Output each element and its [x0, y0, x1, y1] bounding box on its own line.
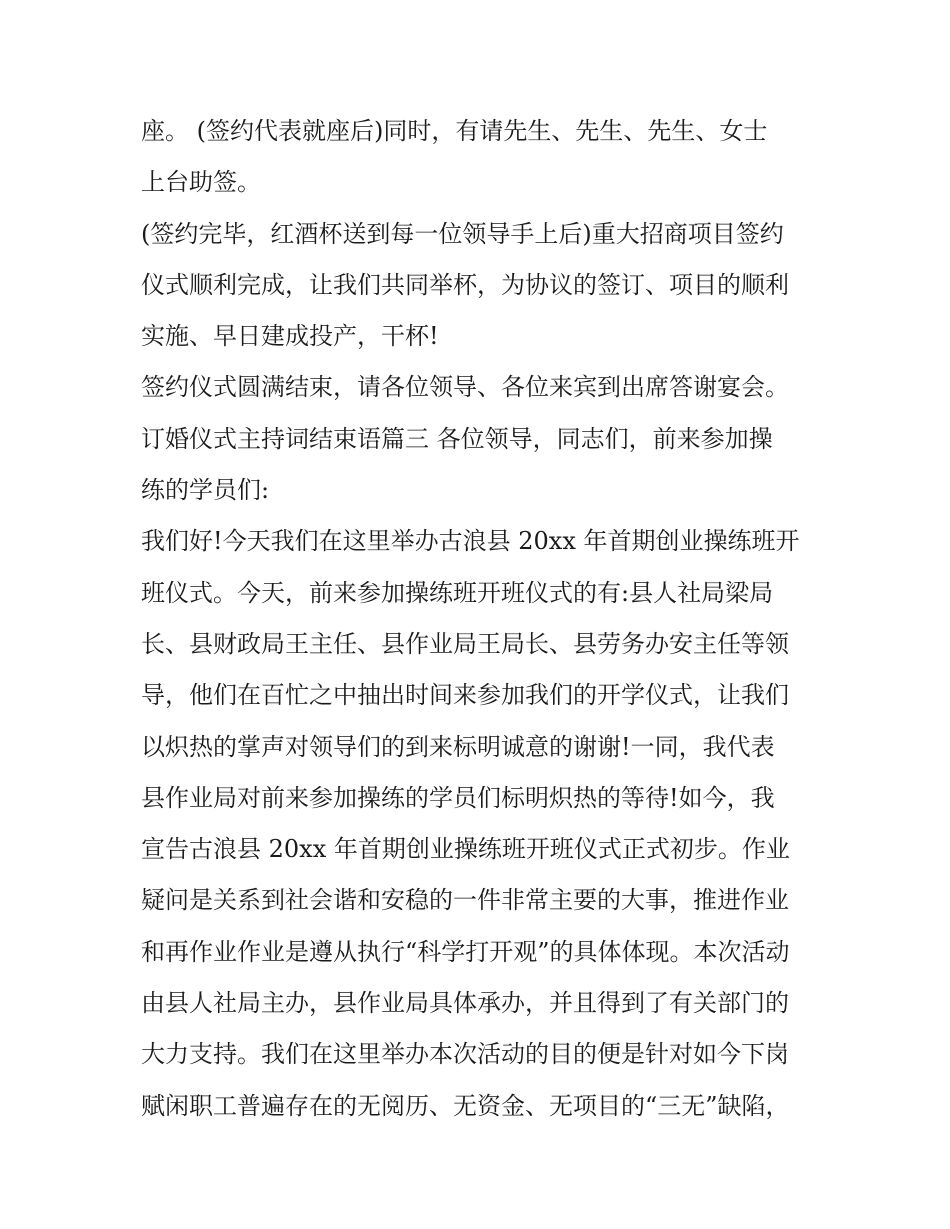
- text-line-2: 上台助签。: [141, 168, 261, 197]
- text-line-15: 宣告古浪县 20xx 年首期创业操练班开班仪式正式初步。作业: [141, 835, 790, 864]
- text-line-12: 导，他们在百忙之中抽出时间来参加我们的开学仪式，让我们: [141, 681, 789, 710]
- text-line-9: 我们好!今天我们在这里举办古浪县 20xx 年首期创业操练班开: [141, 527, 800, 556]
- text-line-4: 仪式顺利完成，让我们共同举杯，为协议的签订、项目的顺利: [141, 270, 789, 299]
- text-line-11: 长、县财政局王主任、县作业局王局长、县劳务办安主任等领: [141, 629, 789, 658]
- text-line-8: 练的学员们:: [141, 476, 270, 505]
- text-line-20: 赋闲职工普遍存在的无阅历、无资金、无项目的“三无”缺陷，: [141, 1091, 790, 1120]
- text-line-5: 实施、早日建成投产，干杯!: [141, 322, 439, 351]
- text-line-13: 以炽热的掌声对领导们的到来标明诚意的谢谢!一同，我代表: [141, 732, 775, 761]
- text-line-19: 大力支持。我们在这里举办本次活动的目的便是针对如今下岗: [141, 1040, 789, 1069]
- text-line-16: 疑问是关系到社会谐和安稳的一件非常主要的大事，推进作业: [141, 886, 789, 915]
- text-line-14: 县作业局对前来参加操练的学员们标明炽热的等待!如今，我: [141, 783, 775, 812]
- text-line-18: 由县人社局主办，县作业局具体承办，并且得到了有关部门的: [141, 989, 789, 1018]
- text-line-3: (签约完毕，红酒杯送到每一位领导手上后)重大招商项目签约: [141, 219, 784, 248]
- text-line-10: 班仪式。今天，前来参加操练班开班仪式的有:县人社局梁局: [141, 578, 774, 607]
- text-line-6: 签约仪式圆满结束，请各位领导、各位来宾到出席答谢宴会。: [141, 373, 789, 402]
- body-text: [141, 106, 821, 1132]
- text-line-1: 座。 (签约代表就座后)同时，有请先生、先生、先生、女士: [141, 117, 768, 145]
- text-line-7: 订婚仪式主持词结束语篇三 各位领导，同志们，前来参加操: [141, 424, 773, 453]
- text-line-17: 和再作业作业是遵从执行“科学打开观”的具体体现。本次活动: [141, 937, 790, 966]
